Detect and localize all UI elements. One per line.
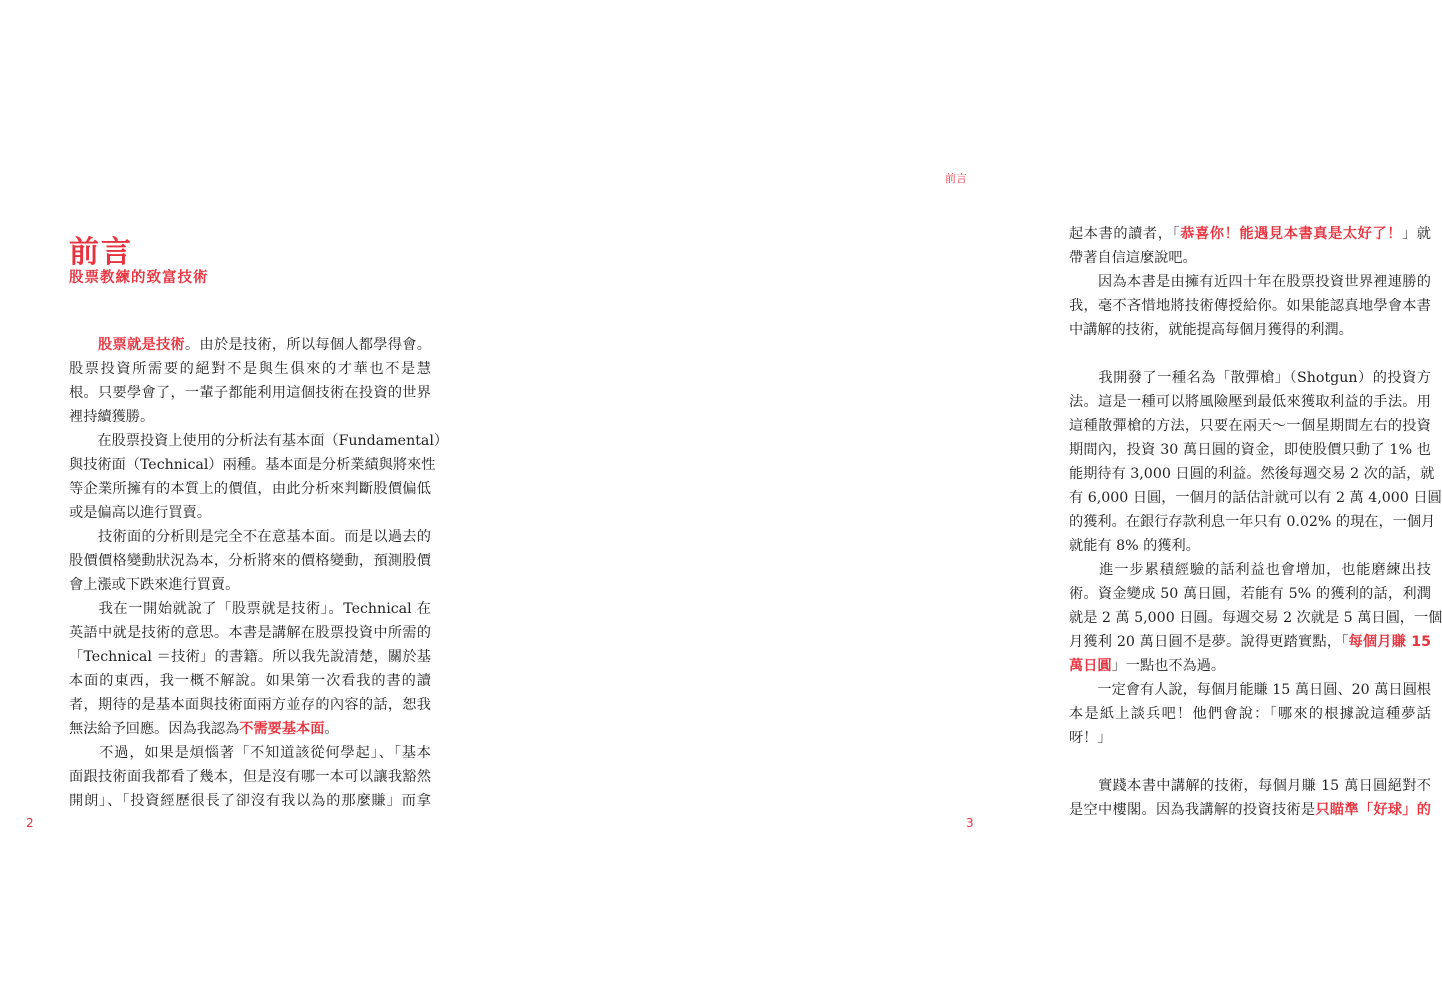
text-line (69, 741, 431, 765)
text-line (1069, 366, 1431, 390)
body-text: 我，毫不吝惜地將技術傳授給你。如果能認真地學會本書 (1069, 298, 1431, 314)
text-line (1069, 294, 1431, 318)
chapter-subtitle: 股票教練的致富技術 (69, 270, 209, 286)
body-text: 起本書的讀者，「 (1069, 226, 1181, 242)
text-line (69, 765, 431, 789)
highlight-text: 只瞄準「好球」的 (1315, 802, 1431, 818)
text-line (1069, 510, 1436, 534)
text-line (69, 645, 431, 669)
body-text: 等企業所擁有的本質上的價值，由此分析來判斷股價偏低 (69, 481, 431, 497)
body-text: 我開發了一種名為「散彈槍」（Shotgun）的投資方 (1069, 370, 1431, 386)
body-text: 法。這是一種可以將風險壓到最低來獲取利益的手法。用 (1069, 394, 1431, 410)
body-text: 與技術面（Technical）兩種。基本面是分析業績與將來性 (69, 457, 436, 473)
body-text: 我在一開始就說了「股票就是技術」。Technical 在 (69, 601, 431, 617)
page-number-left: 2 (26, 816, 34, 830)
body-text: 不過，如果是煩惱著「不知道該從何學起」、「基本 (69, 745, 431, 761)
text-line (1069, 270, 1431, 294)
text-line (69, 357, 431, 381)
text-line (1069, 702, 1431, 726)
right-body-text (1069, 222, 1442, 822)
text-line (1069, 678, 1431, 702)
body-text: 在股票投資上使用的分析法有基本面（Fundamental） (69, 433, 449, 449)
left-body-text (69, 333, 449, 813)
body-text: 「Technical ＝技術」的書籍。所以我先說清楚，關於基 (69, 649, 431, 665)
text-line (1069, 222, 1431, 246)
text-line (69, 453, 436, 477)
body-text: 會上漲或下跌來進行買賣。 (69, 577, 240, 593)
body-text: 技術面的分析則是完全不在意基本面。而是以過去的 (69, 529, 431, 545)
text-line (1069, 606, 1442, 630)
text-line (69, 405, 431, 429)
body-text: 者，期待的是基本面與技術面兩方並存的內容的話，恕我 (69, 697, 431, 713)
text-line (69, 501, 431, 525)
text-line (1069, 582, 1431, 606)
text-line (1069, 654, 1431, 678)
body-text: 裡持續獲勝。 (69, 409, 155, 425)
text-line (69, 789, 431, 813)
running-header: 前言 (945, 172, 967, 185)
body-text: 能期待有 3,000 日圓的利益。然後每週交易 2 次的話，就 (1069, 466, 1435, 482)
highlight-text: 每個月賺 15 (1348, 634, 1431, 650)
text-line (1069, 726, 1431, 750)
body-text: 帶著自信這麼說吧。 (1069, 250, 1197, 266)
body-text: 進一步累積經驗的話利益也會增加，也能磨練出技 (1069, 562, 1431, 578)
text-line (69, 429, 449, 453)
body-text: 的獲利。在銀行存款利息一年只有 0.02% 的現在，一個月 (1069, 514, 1436, 530)
body-text: 就是 2 萬 5,000 日圓。每週交易 2 次就是 5 萬日圓，一個 (1069, 610, 1442, 626)
body-text: 一定會有人說，每個月能賺 15 萬日圓、20 萬日圓根 (1069, 682, 1431, 698)
text-line (1069, 318, 1431, 342)
body-text: 是空中樓閣。因為我講解的投資技術是 (1069, 802, 1316, 818)
text-line (69, 717, 431, 741)
body-text: 」就 (1402, 226, 1431, 242)
body-text: 中講解的技術，就能提高每個月獲得的利潤。 (1069, 322, 1353, 338)
text-line (69, 693, 431, 717)
text-line (69, 573, 431, 597)
text-line (1069, 798, 1431, 822)
text-line (69, 669, 431, 693)
body-text: 本面的東西，我一概不解說。如果第一次看我的書的讀 (69, 673, 431, 689)
page-number-right: 3 (966, 816, 974, 830)
text-line (69, 333, 431, 357)
body-text: 股票投資所需要的絕對不是與生俱來的才華也不是慧 (69, 361, 431, 377)
body-text: 。由於是技術，所以每個人都學得會。 (184, 337, 431, 353)
highlight-text: 萬日圓 (1069, 658, 1112, 674)
text-line (69, 549, 431, 573)
text-line (69, 477, 431, 501)
text-line (1069, 462, 1435, 486)
text-line (1069, 558, 1431, 582)
body-text: 」一點也不為過。 (1111, 658, 1226, 674)
body-text: 術。資金變成 50 萬日圓，若能有 5% 的獲利的話，利潤 (1069, 586, 1431, 602)
body-text: 就能有 8% 的獲利。 (1069, 538, 1200, 554)
body-text: 這種散彈槍的方法，只要在兩天～一個星期間左右的投資 (1069, 418, 1431, 434)
right-page (500, 0, 1442, 1000)
text-line (1069, 246, 1431, 270)
body-text: 。 (324, 721, 339, 737)
text-line (69, 621, 431, 645)
text-line (1069, 438, 1431, 462)
text-line (1069, 390, 1431, 414)
body-text: 期間內，投資 30 萬日圓的資金，即使股價只動了 1% 也 (1069, 442, 1431, 458)
paragraph-gap (1069, 342, 1431, 366)
body-text: 月獲利 20 萬日圓不是夢。說得更踏實點，「 (1069, 634, 1349, 650)
text-line (69, 597, 431, 621)
body-text (69, 337, 98, 353)
text-line (1069, 414, 1431, 438)
body-text: 開朗」、「投資經歷很長了卻沒有我以為的那麼賺」而拿 (69, 793, 431, 809)
highlight-text: 不需要基本面 (239, 721, 325, 737)
text-line (69, 525, 431, 549)
chapter-title: 前言 (69, 235, 133, 270)
left-page (0, 0, 500, 1000)
highlight-text: 股票就是技術 (97, 337, 185, 353)
body-text: 因為本書是由擁有近四十年在股票投資世界裡連勝的 (1069, 274, 1431, 290)
body-text: 根。只要學會了，一輩子都能利用這個技術在投資的世界 (69, 385, 431, 401)
paragraph-gap (1069, 750, 1431, 774)
text-line (1069, 630, 1431, 654)
body-text: 英語中就是技術的意思。本書是講解在股票投資中所需的 (69, 625, 431, 641)
text-line (1069, 774, 1431, 798)
text-line (69, 381, 431, 405)
body-text: 股價價格變動狀況為本，分析將來的價格變動，預測股價 (69, 553, 431, 569)
body-text: 實踐本書中講解的技術，每個月賺 15 萬日圓絕對不 (1069, 778, 1431, 794)
body-text: 或是偏高以進行買賣。 (69, 505, 211, 521)
body-text: 無法給予回應。因為我認為 (69, 721, 240, 737)
body-text: 有 6,000 日圓，一個月的話估計就可以有 2 萬 4,000 日圓 (1069, 490, 1442, 506)
text-line (1069, 486, 1442, 510)
highlight-text: 恭喜你！能遇見本書真是太好了！ (1180, 226, 1403, 242)
text-line (1069, 534, 1431, 558)
body-text: 呀！」 (1069, 730, 1112, 746)
body-text: 面跟技術面我都看了幾本，但是沒有哪一本可以讓我豁然 (69, 769, 431, 785)
body-text: 本是紙上談兵吧！他們會說：「哪來的根據說這種夢話 (1069, 706, 1431, 722)
